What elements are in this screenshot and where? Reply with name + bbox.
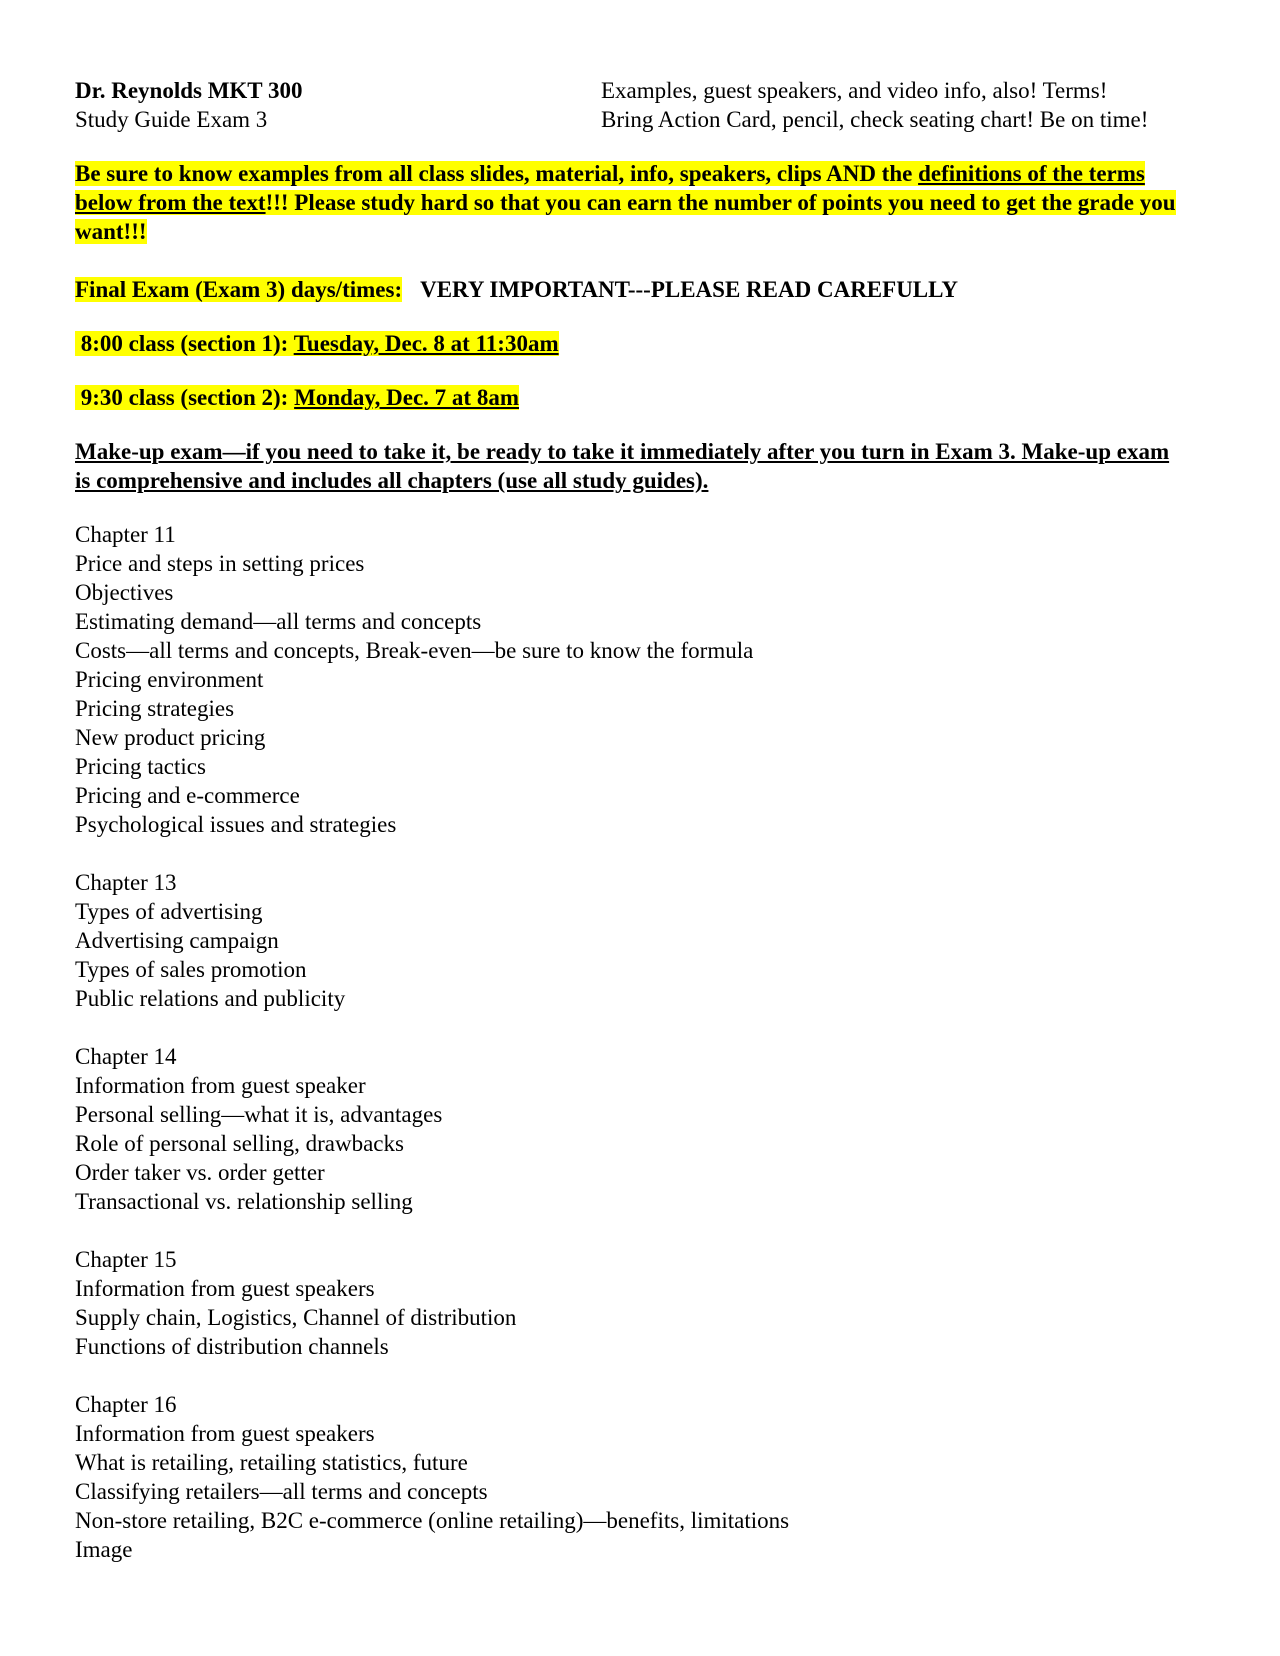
chapter-title: Chapter 14 (75, 1044, 177, 1069)
list-item: Objectives (75, 580, 174, 605)
list-item: Transactional vs. relationship selling (75, 1189, 413, 1214)
list-item: Classifying retailers—all terms and concepts (75, 1479, 488, 1504)
chapter-title: Chapter 13 (75, 870, 177, 895)
list-item: Functions of distribution channels (75, 1334, 389, 1359)
study-notice (75, 159, 1205, 246)
notice-definitions-link-text: definitions of the terms below from the text (75, 161, 1145, 215)
list-item: Role of personal selling, drawbacks (75, 1131, 404, 1156)
list-item: Advertising campaign (75, 928, 279, 953)
list-item: Public relations and publicity (75, 986, 346, 1011)
list-item: Pricing environment (75, 667, 264, 692)
final-exam-heading (75, 275, 1205, 304)
section-2-time: Monday, Dec. 7 at 8am (294, 385, 519, 410)
header-row-1 (75, 76, 1205, 105)
study-guide-page (75, 76, 1205, 1564)
list-item: Estimating demand—all terms and concepts (75, 609, 482, 634)
section-2-label: 9:30 class (section 2): (75, 385, 295, 410)
list-item: Costs—all terms and concepts, Break-even—be sure to know the formula (75, 638, 754, 663)
section-1-schedule (75, 329, 1205, 358)
chapter-14 (75, 1042, 1205, 1216)
list-item: Information from guest speakers (75, 1421, 375, 1446)
list-item: Types of sales promotion (75, 957, 307, 982)
header-row-2 (75, 105, 1205, 134)
list-item: Pricing and e-commerce (75, 783, 300, 808)
list-item: Price and steps in setting prices (75, 551, 365, 576)
list-item: New product pricing (75, 725, 266, 750)
list-item: Pricing tactics (75, 754, 206, 779)
list-item: Information from guest speakers (75, 1276, 375, 1301)
document-subtitle: Study Guide Exam 3 (75, 107, 268, 132)
chapter-16 (75, 1390, 1205, 1564)
makeup-exam-notice: Make-up exam—if you need to take it, be ready to take it immediately after you turn in Exam 3. Make-up exam is comprehensive and includes all chapters (use all study guides). (75, 439, 1170, 493)
list-item: Information from guest speaker (75, 1073, 366, 1098)
list-item: Supply chain, Logistics, Channel of distribution (75, 1305, 517, 1330)
important-notice: VERY IMPORTANT---PLEASE READ CAREFULLY (420, 277, 958, 302)
section-1-time: Tuesday, Dec. 8 at 11:30am (293, 331, 559, 356)
header-reminder-1: Examples, guest speakers, and video info, also! Terms! (601, 78, 1108, 103)
final-exam-label: Final Exam (Exam 3) days/times: (75, 277, 403, 302)
list-item: Non-store retailing, B2C e-commerce (online retailing)—benefits, limitations (75, 1508, 790, 1533)
chapter-title: Chapter 11 (75, 522, 176, 547)
chapter-15 (75, 1245, 1205, 1361)
list-item: Types of advertising (75, 899, 263, 924)
section-1-label: 8:00 class (section 1): (75, 331, 294, 356)
list-item: Image (75, 1537, 133, 1562)
header-reminder-2: Bring Action Card, pencil, check seating chart! Be on time! (601, 107, 1149, 132)
chapter-13 (75, 868, 1205, 1013)
chapter-title: Chapter 15 (75, 1247, 177, 1272)
course-title: Dr. Reynolds MKT 300 (75, 78, 303, 103)
list-item: Personal selling—what it is, advantages (75, 1102, 443, 1127)
list-item: Order taker vs. order getter (75, 1160, 325, 1185)
list-item: Psychological issues and strategies (75, 812, 397, 837)
notice-text-1: Be sure to know examples from all class slides, material, info, speakers, clips AND the (75, 161, 919, 186)
notice-text-2: !!! Please study hard so that you can earn the number of points you need to get the grade you want!!! (75, 190, 1176, 244)
chapter-title: Chapter 16 (75, 1392, 177, 1417)
list-item: What is retailing, retailing statistics, future (75, 1450, 468, 1475)
list-item: Pricing strategies (75, 696, 235, 721)
section-2-schedule (75, 383, 1205, 412)
chapter-11 (75, 520, 1205, 839)
